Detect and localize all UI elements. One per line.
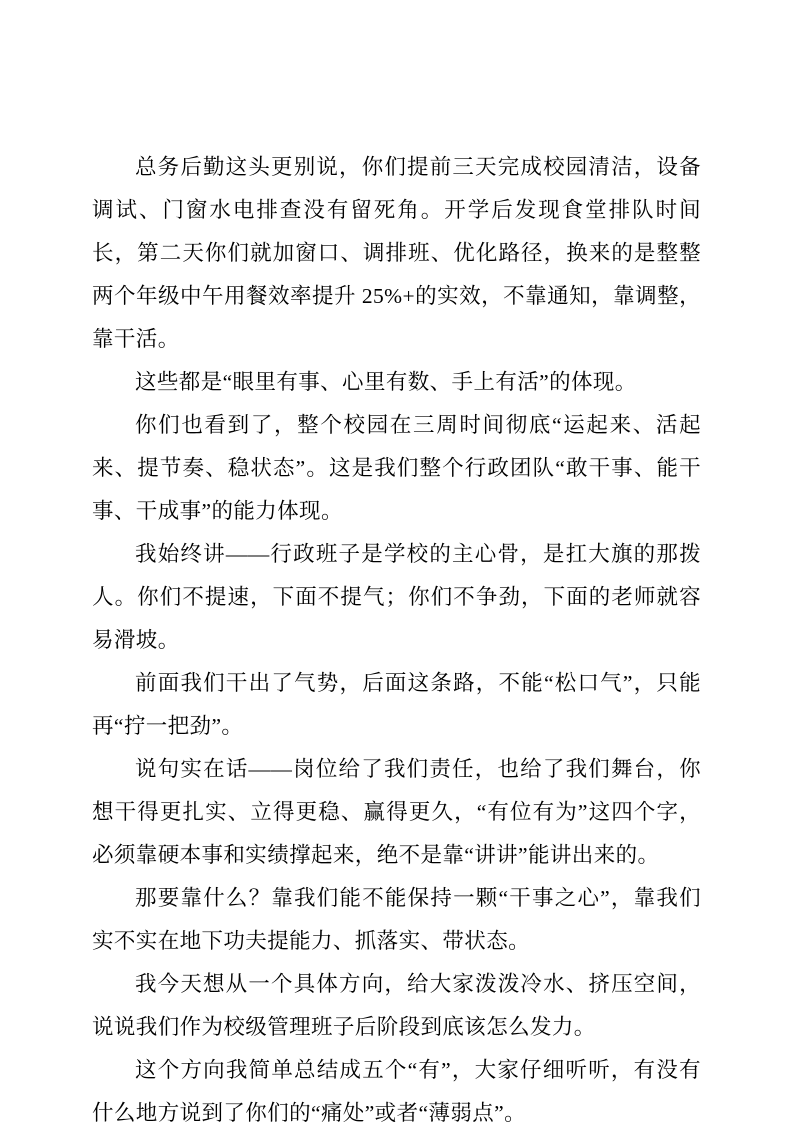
paragraph: 说句实在话——岗位给了我们责任，也给了我们舞台，你想干得更扎实、立得更稳、赢得更久，“有位有为”这四个字，必须靠硬本事和实绩撑起来，绝不是靠“讲讲”能讲出来的。: [92, 757, 701, 867]
paragraph: 我今天想从一个具体方向，给大家泼泼冷水、挤压空间，说说我们作为校级管理班子后阶段到底该怎么发力。: [92, 972, 701, 1039]
paragraph: 你们也看到了，整个校园在三周时间彻底“运起来、活起来、提节奏、稳状态”。这是我们整个行政团队“敢干事、能干事、干成事”的能力体现。: [92, 413, 701, 523]
paragraph: 这个方向我简单总结成五个“有”，大家仔细听听，有没有什么地方说到了你们的“痛处”或者“薄弱点”。: [92, 1058, 701, 1125]
paragraph: 总务后勤这头更别说，你们提前三天完成校园清洁，设备调试、门窗水电排查没有留死角。开学后发现食堂排队时间长，第二天你们就加窗口、调排班、优化路径，换来的是整整两个年级中午用餐效率提升 25%+的实效，不靠通知，靠调整，靠干活。: [92, 155, 701, 351]
paragraph: 这些都是“眼里有事、心里有数、手上有活”的体现。: [135, 370, 637, 394]
document-body: [92, 146, 701, 1135]
paragraph: 那要靠什么？靠我们能不能保持一颗“干事之心”，靠我们实不实在地下功夫提能力、抓落实、带状态。: [92, 886, 701, 953]
paragraph: 我始终讲——行政班子是学校的主心骨，是扛大旗的那拨人。你们不提速，下面不提气；你们不争劲，下面的老师就容易滑坡。: [92, 542, 701, 652]
paragraph: 前面我们干出了气势，后面这条路，不能“松口气”，只能再“拧一把劲”。: [92, 671, 701, 738]
